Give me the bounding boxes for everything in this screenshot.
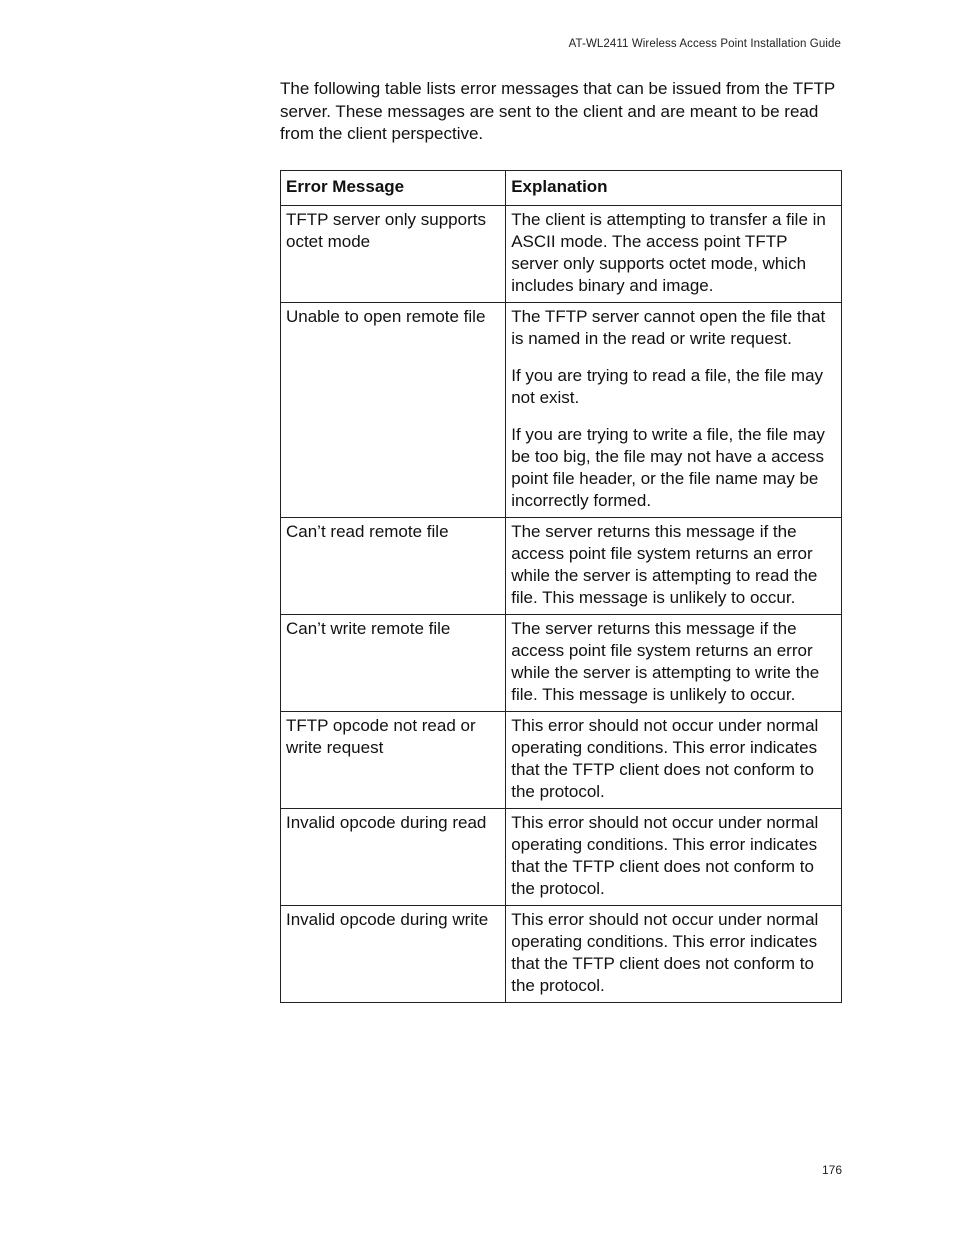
explanation-cell [506, 303, 842, 518]
table-header-row [281, 171, 842, 206]
explanation-cell [506, 518, 842, 615]
table-row [281, 206, 842, 303]
intro-paragraph: The following table lists error messages that can be issued from the TFTP server. These messages are sent to the client and are meant to be read from the client perspective. [280, 79, 835, 143]
column-header-explanation: Explanation [506, 171, 842, 206]
explanation-cell [506, 809, 842, 906]
running-header: AT-WL2411 Wireless Access Point Installation Guide [568, 38, 841, 50]
error-message-cell: Invalid opcode during write [281, 906, 506, 1003]
table-row [281, 518, 842, 615]
error-message-cell: TFTP opcode not read or write request [281, 712, 506, 809]
explanation-paragraph: The TFTP server cannot open the file that is named in the read or write request. [511, 307, 826, 348]
explanation-cell [506, 206, 842, 303]
explanation-paragraph: The client is attempting to transfer a file in ASCII mode. The access point TFTP server only supports octet mode, which includes binary and image. [511, 210, 826, 295]
error-message-cell: Can’t write remote file [281, 615, 506, 712]
explanation-cell [506, 712, 842, 809]
error-message-cell: Unable to open remote file [281, 303, 506, 518]
explanation-paragraph: This error should not occur under normal operating conditions. This error indicates that the TFTP client does not conform to the protocol. [511, 910, 819, 995]
explanation-paragraph: The server returns this message if the access point file system returns an error while the server is attempting to write the file. This message is unlikely to occur. [511, 619, 820, 704]
table-row [281, 303, 842, 518]
error-message-cell: TFTP server only supports octet mode [281, 206, 506, 303]
explanation-paragraph: If you are trying to write a file, the file may be too big, the file may not have a access point file header, or the file name may be incorrectly formed. [511, 425, 825, 510]
error-messages-table [280, 170, 842, 1003]
explanation-cell [506, 615, 842, 712]
explanation-cell [506, 906, 842, 1003]
page-number: 176 [821, 1163, 842, 1177]
table-row [281, 809, 842, 906]
error-message-cell: Invalid opcode during read [281, 809, 506, 906]
table-body [281, 206, 842, 1003]
explanation-paragraph: The server returns this message if the access point file system returns an error while the server is attempting to read the file. This message is unlikely to occur. [511, 522, 818, 607]
explanation-paragraph: This error should not occur under normal operating conditions. This error indicates that the TFTP client does not conform to the protocol. [511, 716, 819, 801]
explanation-paragraph: This error should not occur under normal operating conditions. This error indicates that the TFTP client does not conform to the protocol. [511, 813, 819, 898]
table-row [281, 615, 842, 712]
table-header [281, 171, 842, 206]
table-row [281, 906, 842, 1003]
error-message-cell: Can’t read remote file [281, 518, 506, 615]
table-row [281, 712, 842, 809]
column-header-error-message: Error Message [281, 171, 506, 206]
explanation-paragraph: If you are trying to read a file, the file may not exist. [511, 366, 824, 407]
